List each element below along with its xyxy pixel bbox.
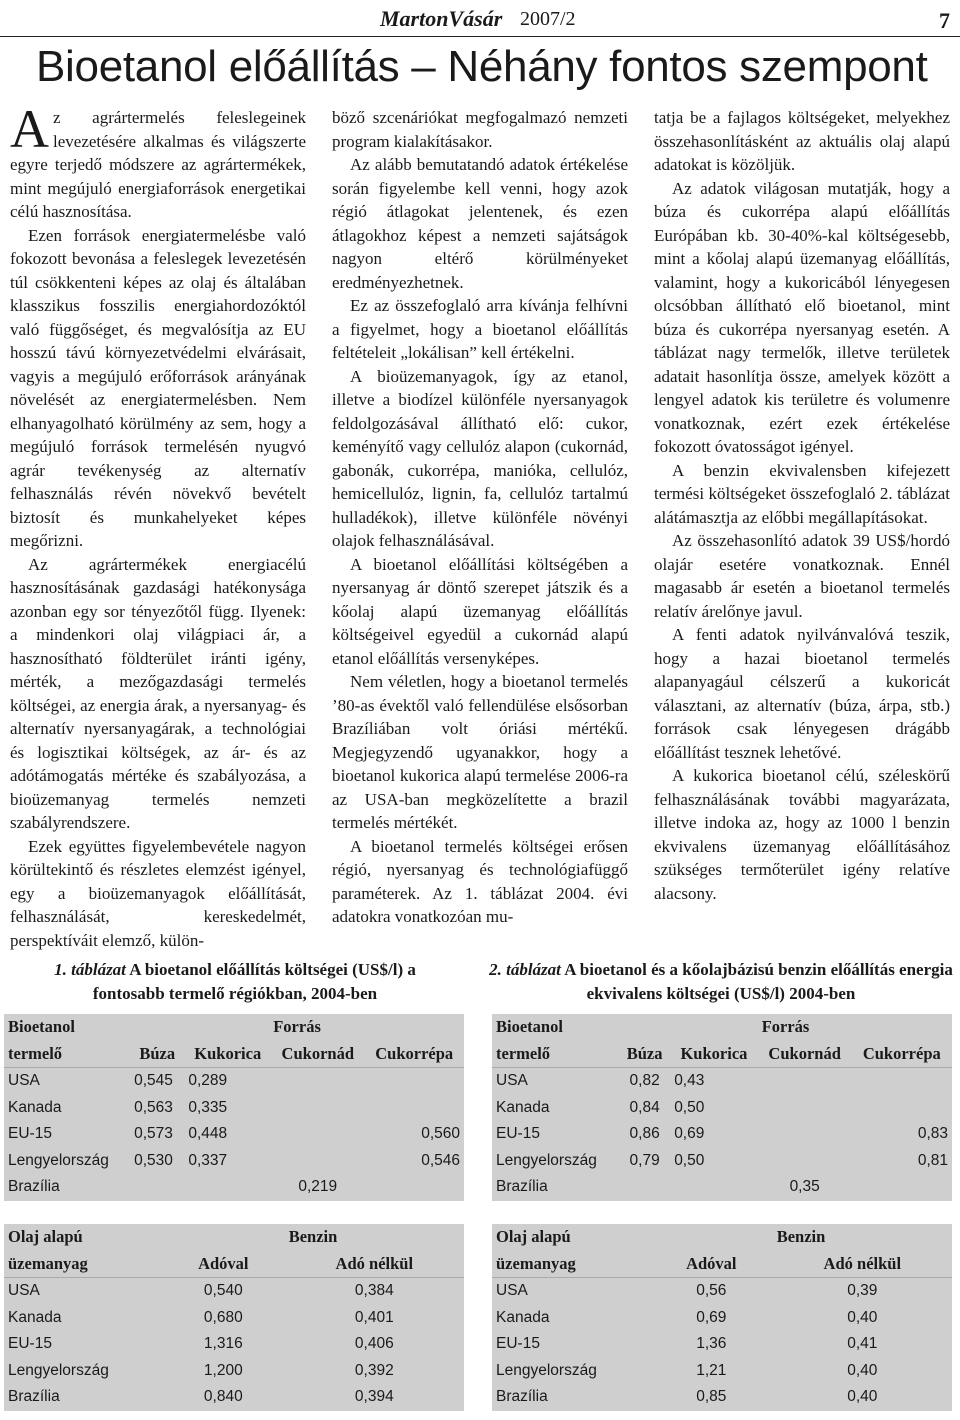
paragraph: Ezek együttes figyelembevétele nagyon körültekintő és részletes elemzést igényel, egy a bioüzemanyagok előállítását, felhasználását, kereskedelmét, perspektíváit elemző, külön-: [10, 836, 306, 950]
table-cell: 0,84: [629, 1098, 660, 1116]
caption-text: A bioetanol előállítás költségei (US$/l) a fontosabb termelő régiókban, 2004-ben: [92, 960, 416, 1003]
header-cell: termelő: [492, 1041, 619, 1068]
table-cell: [130, 1174, 184, 1201]
table-row: [492, 1278, 952, 1305]
header-cell: Benzin: [776, 1227, 826, 1247]
caption-number: 1. táblázat: [54, 960, 126, 979]
table-2-caption: [486, 958, 956, 1006]
table-cell: [758, 1121, 852, 1148]
table-cell: 0,546: [421, 1151, 460, 1169]
table-row: [492, 1148, 952, 1175]
table-cell: Lengyelország: [8, 1361, 109, 1379]
table-cell: 0,530: [134, 1151, 173, 1169]
paragraph: A kukorica bioetanol célú, széleskörű felhasználásának további magyarázata, illetve indoka az, hogy az 1000 l benzin ekvivalens üzemanyag előállításához szükséges termőterület igény relatíve alacsony.: [654, 766, 950, 903]
table-row: [4, 1358, 464, 1385]
table-cell: 0,35: [789, 1178, 820, 1196]
header-cell: Adó nélkül: [285, 1251, 464, 1278]
table-row: [492, 1095, 952, 1122]
paragraph: Az összehasonlító adatok 39 US$/hordó olajár esetére vonatkoznak. Ennél magasabb ár esetén a bioetanol termelés relatív árelőnye javul.: [654, 531, 950, 621]
table-cell: USA: [496, 1072, 528, 1090]
table-row: [4, 1068, 464, 1095]
table-cell: [364, 1174, 464, 1201]
table-cell: Kanada: [8, 1098, 62, 1116]
header-cell: Bioetanol: [496, 1017, 563, 1037]
table-row: [4, 1121, 464, 1148]
table-cell: Lengyelország: [496, 1151, 597, 1169]
table-row: [492, 1305, 952, 1332]
paragraph: A benzin ekvivalensben kifejezett termési költségeket összefoglaló 2. táblázat alátámasztja az előbbi megállapításokat.: [654, 460, 950, 527]
table-cell: 0,50: [674, 1098, 705, 1116]
page-header: [0, 4, 960, 36]
table-cell: Brazília: [496, 1388, 548, 1406]
header-cell: termelő: [4, 1041, 130, 1068]
table-cell: USA: [8, 1072, 40, 1090]
table-cell: 0,50: [674, 1151, 705, 1169]
table-row: [4, 1095, 464, 1122]
table-cell: 0,680: [203, 1308, 243, 1326]
drop-cap: A: [10, 99, 49, 159]
table-header-row: [492, 1224, 952, 1251]
table-cell: 1,200: [203, 1361, 243, 1379]
table-cell: EU-15: [8, 1335, 52, 1353]
article-title: Bioetanol előállítás – Néhány fontos szempont: [36, 42, 928, 91]
header-cell: Kukorica: [184, 1041, 271, 1068]
table-row: [4, 1278, 464, 1305]
header-cell: Forrás: [761, 1017, 810, 1037]
table-cell: 0,392: [354, 1361, 394, 1379]
table-cell: [184, 1174, 271, 1201]
table-cell: [852, 1068, 952, 1095]
header-cell: Olaj alapú: [8, 1227, 83, 1247]
table-cell: 0,69: [696, 1308, 727, 1326]
table-cell: EU-15: [8, 1125, 52, 1143]
table-row: [492, 1068, 952, 1095]
table-cell: Brazília: [8, 1178, 60, 1196]
table-cell: [364, 1068, 464, 1095]
table-header-row: [4, 1224, 464, 1251]
table-cell: [852, 1095, 952, 1122]
paragraph: Az alább bemutatandó adatok értékelése során figyelembe kell venni, hogy azok régió átlagokat jelentenek, és ezen átlagokhoz képest a nemzeti sajátságok nagyon eltérő körülményeket eredményezhetnek.: [332, 155, 628, 292]
table-cell: [852, 1174, 952, 1201]
header-cell: Cukorrépa: [364, 1041, 464, 1068]
table-cell: 0,85: [696, 1388, 727, 1406]
paragraph: A fenti adatok nyilvánvalóvá teszik, hogy a hazai bioetanol termelés alapanyagául célszerű a kukoricát választani, az alternatív (búza, árpa, stb.) források csak lényegesen drágább előállítást tesznek lehetővé.: [654, 625, 950, 762]
table-cell: [364, 1095, 464, 1122]
table-cell: 0,545: [134, 1072, 173, 1090]
table-row: [492, 1331, 952, 1358]
table-cell: 1,21: [696, 1361, 727, 1379]
table-row: [4, 1384, 464, 1411]
paragraph: Nem véletlen, hogy a bioetanol termelés ’80-as évektől való fellendülése elsősorban Brazíliában volt óriási mértékű. Megjegyzendő ugyanakkor, hogy a bioetanol kukorica alapú termelése 2006-ra az USA-ban megközelítette a brazil termelés mértékét.: [332, 672, 628, 832]
table-cell: 0,40: [847, 1361, 878, 1379]
table-cell: USA: [8, 1282, 40, 1300]
header-rule: [0, 36, 960, 37]
table-cell: 0,219: [298, 1178, 338, 1196]
table-cell: Kanada: [8, 1308, 62, 1326]
table-cell: 0,40: [847, 1388, 878, 1406]
table-header-row: [492, 1041, 952, 1068]
table-cell: 0,560: [421, 1125, 460, 1143]
table-4: [492, 1224, 952, 1411]
caption-number: 2. táblázat: [489, 960, 561, 979]
magazine-name: MartonVásár: [380, 6, 503, 31]
table-header-row: [4, 1014, 464, 1041]
header-cell: Kukorica: [670, 1041, 757, 1068]
table-row: [492, 1384, 952, 1411]
paragraph: tatja be a fajlagos költségeket, melyekhez összehasonlításként az aktuális olaj alapú adatokat is közöljük.: [654, 108, 950, 174]
table-cell: 0,448: [188, 1125, 228, 1143]
paragraph: böző szcenáriókat megfogalmazó nemzeti program kialakításakor.: [332, 108, 628, 151]
text-column-2: [332, 106, 628, 929]
table-header-row: [492, 1251, 952, 1278]
table-cell: [271, 1068, 364, 1095]
header-cell: Olaj alapú: [496, 1227, 571, 1247]
issue-number: 2007/2: [520, 8, 576, 30]
paragraph: A bioüzemanyagok, így az etanol, illetve a biodízel különféle nyersanyagok feldolgozásával állítható elő: cukor, keményítő vagy cellulóz alapon (cukornád, gabonák, cukorrépa, manióka, cellulóz, hemicellulóz, lignin, fa, cellulóz tartalmú hulladékok), illetve különféle növényi olajok felhasználásával.: [332, 366, 628, 550]
header-cell: Adóval: [650, 1251, 773, 1278]
table-cell: 0,384: [354, 1282, 394, 1300]
table-cell: [758, 1068, 852, 1095]
paragraph: A bioetanol előállítási költségében a nyersanyag ár döntő szerepet játszik és a kőolaj alapú üzemanyag előállítás költségeivel egyedül a cukornád alapú etanol előállítás versenyképes.: [332, 554, 628, 668]
table-cell: 0,69: [674, 1125, 705, 1143]
table-row: [4, 1305, 464, 1332]
table-cell: 0,335: [188, 1098, 228, 1116]
table-header-row: [492, 1014, 952, 1041]
table-cell: Brazília: [8, 1388, 60, 1406]
table-cell: 1,36: [696, 1335, 727, 1353]
table-2: [492, 1014, 952, 1201]
header-cell: Forrás: [273, 1017, 321, 1037]
header-cell: Adó nélkül: [773, 1251, 952, 1278]
table-cell: 0,289: [188, 1072, 228, 1090]
text-column-3: [654, 106, 950, 905]
table-cell: USA: [496, 1282, 528, 1300]
table-3: [4, 1224, 464, 1411]
table-cell: 0,79: [629, 1151, 660, 1169]
table-row: [492, 1358, 952, 1385]
paragraph: Ez az összefoglaló arra kívánja felhívni a figyelmet, hogy a bioetanol előállítás feltételeit „lokálisan” kell értékelni.: [332, 296, 628, 362]
table-cell: [619, 1174, 670, 1201]
paragraph: Ezen források energiatermelésbe való fokozott bevonása a feleslegek levezetésén túl csökkenteni képes az olaj és általában klasszikus fosszilis energiahordozóktól való függőséget, és megvalósítja az EU hosszú távú környezetvédelmi elvárásait, vagyis a megújuló erőforrások arányának növelését az energiatermelésben. Nem elhanyagolható körülmény az sem, hogy a megújuló források termelésén nyugvó agrár tevékenység az alternatív felhasználás révén növekvő bevételt biztosít és munkahelyeket képes megőrizni.: [10, 225, 306, 550]
text-column-1: [10, 99, 306, 952]
paragraph: A bioetanol termelés költségei erősen régió, nyersanyag és technológiafüggő paraméterek. Az 1. táblázat 2004. évi adatokra vonatkozóan mu-: [332, 836, 628, 926]
table-cell: 0,394: [354, 1388, 394, 1406]
paragraph: [10, 99, 306, 224]
caption-text: A bioetanol és a kőolajbázisú benzin előállítás energia ekvivalens költségei (US$/l) 2004-ben: [564, 960, 953, 1003]
table-cell: 0,401: [354, 1308, 394, 1326]
table-cell: EU-15: [496, 1125, 540, 1143]
table-cell: 0,81: [917, 1151, 948, 1169]
page-number: 7: [939, 8, 950, 33]
table-cell: 0,41: [847, 1335, 878, 1353]
table-cell: Brazília: [496, 1178, 548, 1196]
table-cell: 0,840: [203, 1388, 243, 1406]
table-cell: [758, 1148, 852, 1175]
paragraph: Az agrártermékek energiacélú hasznosításának gazdasági hatékonysága azonban egy sor tényezőtől függ. Ilyenek: a mindenkori olaj világpiaci ár, a hasznosítható földterület iránti igény, mérték, a mezőgazdasági termelés költségei, az energia árak, a nyersanyag- és alternatív nyersanyagárak, a technológiai és logisztikai költségek, az ár- és az adótámogatás mértéke és szabályozása, a bioüzemanyag termelés nemzeti szabályrendszere.: [10, 554, 306, 832]
header-cell: Cukornád: [758, 1041, 852, 1068]
header-cell: Bioetanol: [8, 1017, 75, 1037]
table-cell: 0,86: [629, 1125, 660, 1143]
table-cell: 0,39: [847, 1282, 878, 1300]
table-cell: [271, 1095, 364, 1122]
table-1-caption: [20, 958, 450, 1006]
table-cell: 0,83: [917, 1125, 948, 1143]
table-cell: 0,563: [134, 1098, 173, 1116]
header-cell: üzemanyag: [492, 1251, 650, 1278]
table-row: [4, 1148, 464, 1175]
header-cell: Búza: [130, 1041, 184, 1068]
header-cell: Benzin: [288, 1227, 338, 1247]
table-cell: Kanada: [496, 1308, 550, 1326]
header-cell: Adóval: [162, 1251, 285, 1278]
header-cell: Cukorrépa: [852, 1041, 952, 1068]
table-cell: 0,82: [629, 1072, 660, 1090]
table-cell: Kanada: [496, 1098, 550, 1116]
table-cell: 0,573: [134, 1125, 173, 1143]
header-cell: Búza: [619, 1041, 670, 1068]
table-header-row: [4, 1041, 464, 1068]
paragraph: Az adatok világosan mutatják, hogy a búza és cukorrépa alapú előállítás Európában kb. 30-40%-kal költségesebb, mint a kőolaj alapú üzemanyag előállítás, valamint, hogy a kukoricából lényegesen olcsóbban állítható elő bioetanol, mint búza és cukorrépa nyersanyag esetén. A táblázat nagy termelők, illetve területek adatait hasonlítja össze, amelyek között a lengyel adatok kis területre és volumenre vonatkoznak, ezért ezek értékelése fokozott óvatosságot igényel.: [654, 178, 950, 456]
table-cell: 0,540: [203, 1282, 243, 1300]
table-cell: [271, 1121, 364, 1148]
table-cell: Lengyelország: [496, 1361, 597, 1379]
paragraph-text: z agrártermelés feleslegeinek levezetésére alkalmas és világszerte egyre terjedő módszere az agrártermékek, mint megújuló energiaforrások energetikai célú hasznosítása.: [10, 108, 306, 221]
table-cell: [758, 1095, 852, 1122]
table-row: [4, 1174, 464, 1201]
table-header-row: [4, 1251, 464, 1278]
table-cell: 0,56: [696, 1282, 727, 1300]
table-cell: Lengyelország: [8, 1151, 109, 1169]
table-cell: [271, 1148, 364, 1175]
table-cell: 0,43: [674, 1072, 705, 1090]
table-row: [4, 1331, 464, 1358]
table-1: [4, 1014, 464, 1201]
header-cell: Cukornád: [271, 1041, 364, 1068]
table-cell: 0,406: [354, 1335, 394, 1353]
table-cell: [670, 1174, 757, 1201]
table-cell: EU-15: [496, 1335, 540, 1353]
table-cell: 1,316: [203, 1335, 243, 1353]
header-cell: üzemanyag: [4, 1251, 162, 1278]
table-cell: 0,40: [847, 1308, 878, 1326]
table-row: [492, 1174, 952, 1201]
table-cell: 0,337: [188, 1151, 228, 1169]
table-row: [492, 1121, 952, 1148]
